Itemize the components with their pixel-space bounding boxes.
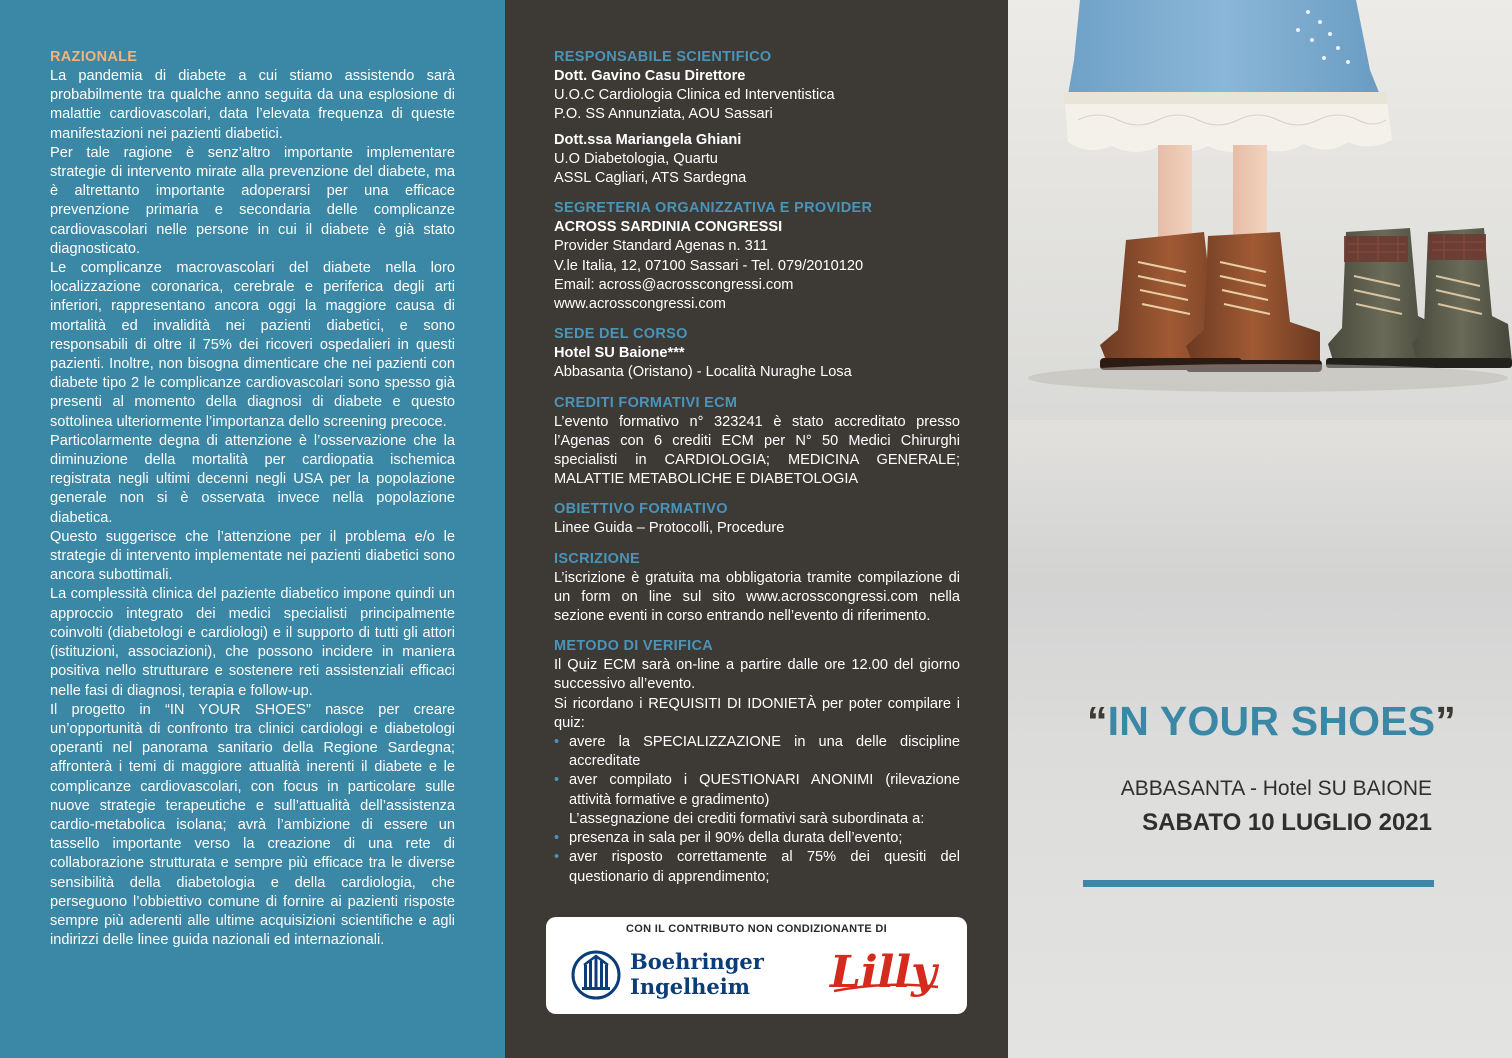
razionale-paragraph: Per tale ragione è senz’altro importante implementare strategie di intervento mirate alla prevenzione del diabete, ma è altrettanto importante adoperarsi per una efficace prevenzione primaria e secondaria delle complicanze cardiovascolari nelle persone in cui il diabete è già stato diagnosticato. xyxy=(50,144,455,257)
boehringer-emblem-icon xyxy=(570,947,622,1003)
bullet-icon: • xyxy=(554,830,560,847)
info-panel xyxy=(505,0,1008,1058)
boehringer-ingelheim-logo xyxy=(570,947,764,1003)
razionale-paragraph: Le complicanze macrovascolari del diabete nella loro localizzazione coronarica, cerebrale e periferica degli arti inferiori, rappresentano ancora oggi la maggiore causa di mortalità ed invalidità nei pazienti diabetici, e sono responsabili di oltre il 75% dei ricoveri ospedalieri in questi pazienti. Inoltre, non bisogna dimenticare che nei pazienti con diabete tipo 2 le complicanze cardiovascolari sono spesso già presenti al momento della diagnosi di diabete e questo sottolinea ulteriormente l’importanza dello screening precoce. xyxy=(50,260,455,430)
boehringer-wordmark: Boehringer xyxy=(630,949,764,974)
cover-panel xyxy=(1008,0,1512,1058)
segreteria-section xyxy=(554,199,960,314)
metodo-text: Il Quiz ECM sarà on-line a partire dalle ore 12.00 del giorno successivo all’evento. xyxy=(554,657,960,693)
iscrizione-heading: ISCRIZIONE xyxy=(554,550,640,567)
event-title xyxy=(1008,698,1512,745)
metodo-heading: METODO DI VERIFICA xyxy=(554,638,714,655)
metodo-section xyxy=(554,637,960,886)
event-title-text: IN YOUR SHOES xyxy=(1107,698,1436,744)
person-name: Dott.ssa Mariangela Ghiani xyxy=(554,131,742,148)
list-item: • presenza in sala per il 90% della durata dell’evento; xyxy=(554,829,960,848)
person-detail: U.O.C Cardiologia Clinica ed Interventistica xyxy=(554,87,835,104)
obiettivo-text: Linee Guida – Protocolli, Procedure xyxy=(554,520,785,537)
lilly-logo xyxy=(826,941,942,1003)
sede-heading: SEDE DEL CORSO xyxy=(554,326,688,343)
bullet-icon: • xyxy=(554,849,560,866)
open-quote: “ xyxy=(1086,698,1108,744)
bullet-icon: • xyxy=(554,772,560,789)
person-detail: U.O Diabetologia, Quartu xyxy=(554,150,718,167)
metodo-text: Si ricordano i REQUISITI DI IDONIETÀ per poter compilare i quiz: xyxy=(554,695,960,731)
ingelheim-wordmark: Ingelheim xyxy=(630,974,750,999)
sponsor-title: CON IL CONTRIBUTO NON CONDIZIONANTE DI xyxy=(626,923,887,935)
event-date: SABATO 10 LUGLIO 2021 xyxy=(1142,809,1432,836)
sede-section xyxy=(554,325,960,382)
razionale-paragraph: Questo suggerisce che l’attenzione per il problema e/o le strategie di intervento implementate nei pazienti diabetici sono ancora subottimali. xyxy=(50,528,455,584)
child-boots-photo xyxy=(1008,0,1512,420)
crediti-section xyxy=(554,394,960,490)
metodo-note: L’assegnazione dei crediti formativi sarà subordinata a: xyxy=(569,810,925,827)
crediti-text: L’evento formativo n° 323241 è stato accreditato presso l’Agenas con 6 crediti ECM per N° 50 Medici Chirurghi specialisti in CARDIOLOGIA; MEDICINA GENERALE; MALATTIE METABOLICHE E DIABETOLOGIA xyxy=(554,413,960,488)
obiettivo-heading: OBIETTIVO FORMATIVO xyxy=(554,501,728,518)
divider xyxy=(1083,880,1434,887)
razionale-paragraph: Particolarmente degna di attenzione è l’osservazione che la diminuzione della mortalità per cardiopatia ischemica registrata negli ultimi decenni negli USA per la popolazione generale non si è osservata invece nella popolazione diabetica. xyxy=(50,432,455,526)
iscrizione-section xyxy=(554,550,960,627)
crediti-heading: CREDITI FORMATIVI ECM xyxy=(554,394,738,411)
venue-name: Hotel SU Baione*** xyxy=(554,345,685,362)
responsabile-heading: RESPONSABILE SCIENTIFICO xyxy=(554,49,772,65)
venue-location: Abbasanta (Oristano) - Località Nuraghe Losa xyxy=(554,364,852,381)
person-detail: P.O. SS Annunziata, AOU Sassari xyxy=(554,106,773,123)
provider-email: Email: across@acrosscongressi.com xyxy=(554,276,794,293)
person-name: Dott. Gavino Casu Direttore xyxy=(554,68,746,84)
segreteria-heading: SEGRETERIA ORGANIZZATIVA E PROVIDER xyxy=(554,200,873,217)
provider-website: www.acrosscongressi.com xyxy=(554,296,726,313)
requisiti-list xyxy=(554,733,960,810)
condizioni-list xyxy=(554,829,960,887)
razionale-heading: RAZIONALE xyxy=(50,49,138,65)
list-item: • aver risposto correttamente al 75% dei quesiti del questionario di apprendimento; xyxy=(554,849,960,885)
event-venue: ABBASANTA - Hotel SU BAIONE xyxy=(1120,777,1432,800)
razionale-paragraph: La pandemia di diabete a cui stiamo assistendo sarà probabilmente tra qualche anno seguita da una esplosione di malattie cardiovascolari, data l’elevata frequenza di queste manifestazioni nei pazienti diabetici. xyxy=(50,68,455,142)
provider-detail: Provider Standard Agenas n. 311 xyxy=(554,238,768,255)
provider-name: ACROSS SARDINIA CONGRESSI xyxy=(554,219,783,236)
obiettivo-section xyxy=(554,500,960,538)
lilly-wordmark: Lilly xyxy=(830,947,937,998)
iscrizione-text: L’iscrizione è gratuita ma obbligatoria tramite compilazione di un form on line sul sito www.acrosscongressi.com nella sezione eventi in corso entrando nell’evento di riferimento. xyxy=(554,569,960,625)
bullet-icon: • xyxy=(554,734,560,751)
provider-address: V.le Italia, 12, 07100 Sassari - Tel. 079/2010120 xyxy=(554,257,864,274)
person-detail: ASSL Cagliari, ATS Sardegna xyxy=(554,170,747,187)
sponsor-box xyxy=(546,917,967,1014)
list-item: • avere la SPECIALIZZAZIONE in una delle discipline accreditate xyxy=(554,734,960,770)
razionale-paragraph: Il progetto in “IN YOUR SHOES” nasce per creare un’opportunità di confronto tra clinici cardiologi e diabetologi operanti nel panorama sanitario della Regione Sardegna; affronterà i temi di maggiore attualità inerenti il diabete e le complicanze cardiovascolari, con focus in particolare sulle nuove strategie terapeutiche e sull’attualità dell’assistenza cardio-metabolica isolana; avrà l’ambizione di essere un tassello importante verso la creazione di una rete di collaborazione strutturata e sempre più efficace tra le diverse sensibilità della diabetologia e della cardiologia, che perseguono l’obbiettivo comune di fornire ai pazienti risposte sempre più aderenti alle ultime acquisizioni scientifiche e agli indirizzi delle linee guida nazionali ed internazionali. xyxy=(50,701,455,949)
razionale-panel xyxy=(0,0,505,1058)
razionale-paragraph: La complessità clinica del paziente diabetico impone quindi un approccio integrato dei medici specialisti principalmente coinvolti (diabetologi e cardiologi) e il supporto di tutti gli attori (istituzioni, associazioni), che possono incidere in maniera positiva nello strutturare e sostenere reti assistenziali efficaci nelle fasi di diagnosi, terapia e follow-up. xyxy=(50,586,455,699)
list-item: • aver compilato i QUESTIONARI ANONIMI (rilevazione attività formative e gradimento) xyxy=(554,772,960,808)
responsabile-section xyxy=(554,48,960,188)
close-quote: ” xyxy=(1435,698,1456,744)
